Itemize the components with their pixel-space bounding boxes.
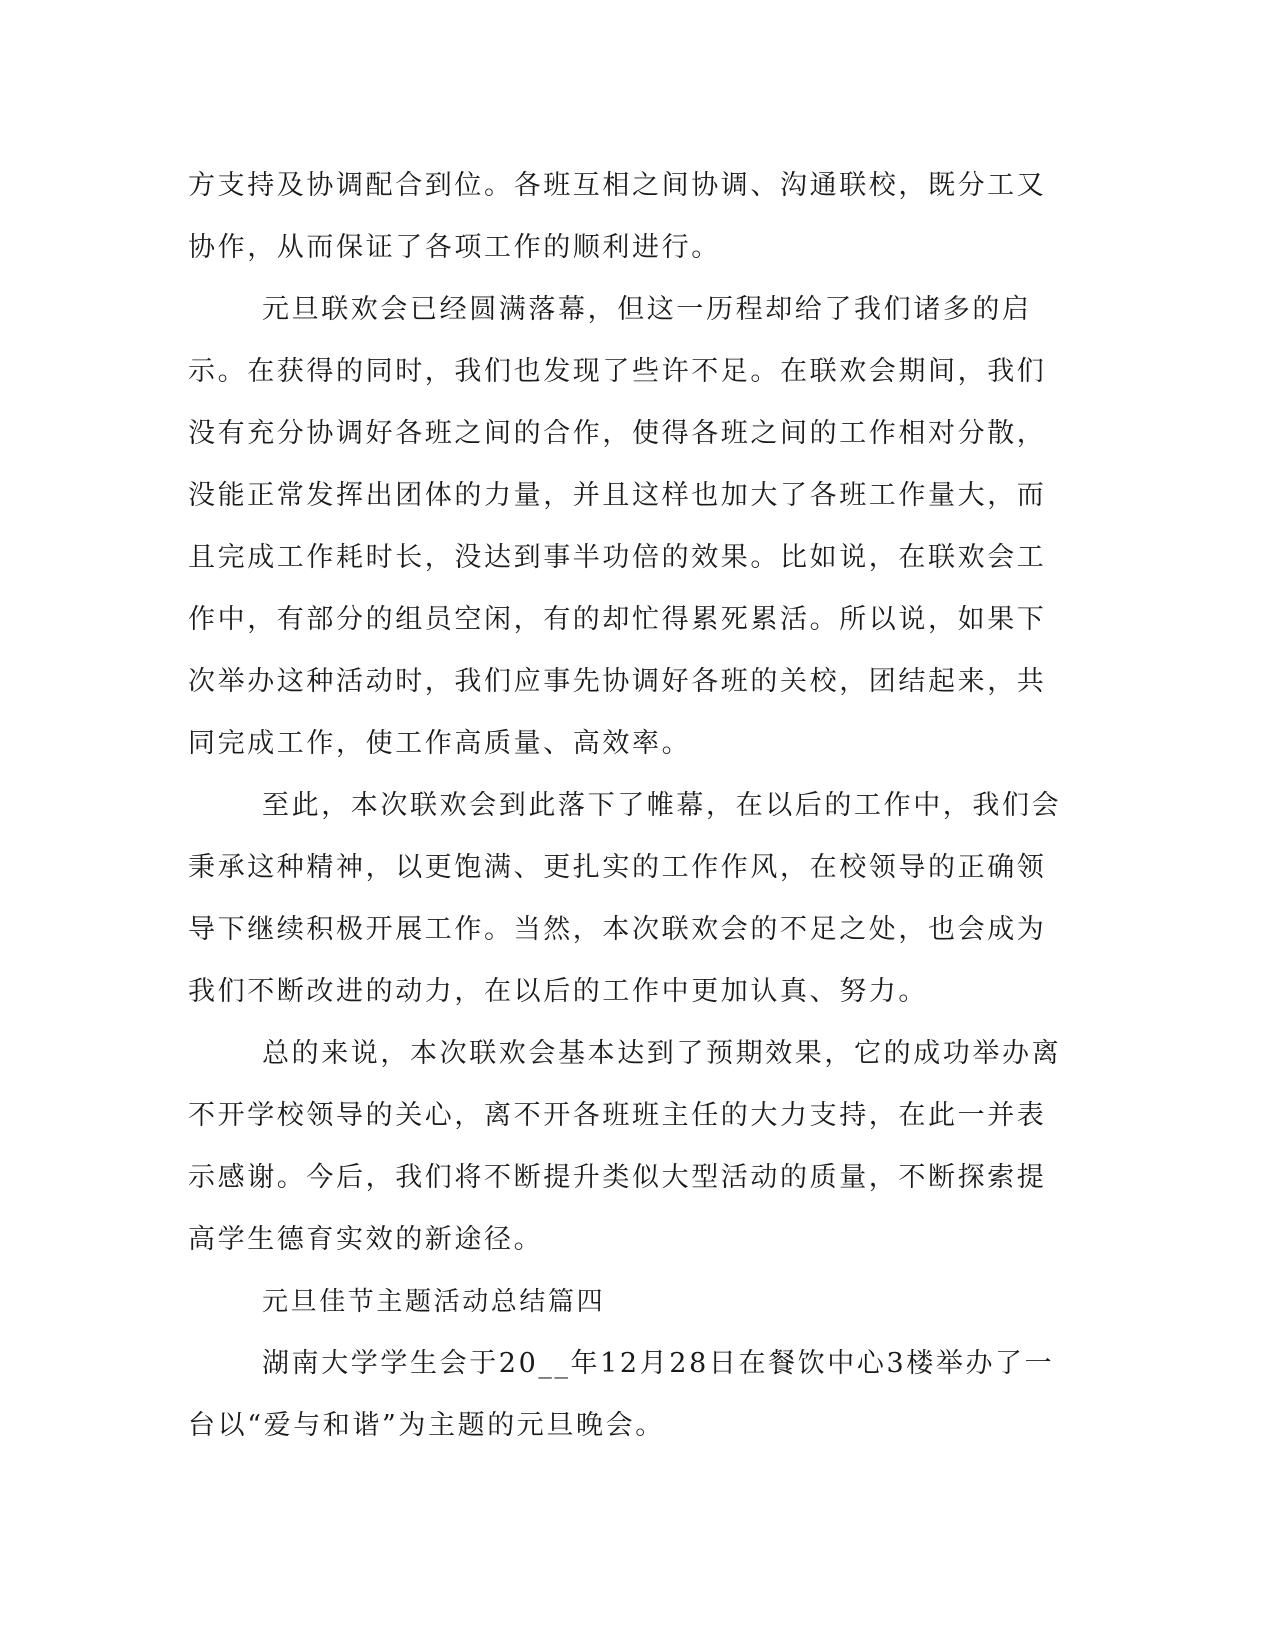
section-heading: 元旦佳节主题活动总结篇四 — [262, 1287, 606, 1317]
paragraph-summary: 总的来说，本次联欢会基本达到了预期效果，它的成功举办离不开学校领导的关心，离不开各班班主任的大力支持，在此一并表示感谢。今后，我们将不断提升类似大型活动的质量，不断探索提高学生德育实效的新途径。 — [188, 1038, 1062, 1255]
paragraph-continuation: 方支持及协调配合到位。各班互相之间协调、沟通联校，既分工又协作，从而保证了各项工作的顺利进行。 — [188, 170, 1047, 263]
paragraph-closing: 至此，本次联欢会到此落下了帷幕，在以后的工作中，我们会秉承这种精神，以更饱满、更扎实的工作作风，在校领导的正确领导下继续积极开展工作。当然，本次联欢会的不足之处，也会成为我们不断改进的动力，在以后的工作中更加认真、努力。 — [188, 790, 1062, 1007]
document-body — [188, 155, 1068, 1457]
paragraph-event-intro: 湖南大学学生会于20__年12月28日在餐饮中心3楼举办了一台以“爱与和谐”为主题的元旦晚会。 — [188, 1348, 1055, 1441]
paragraph-reflection: 元旦联欢会已经圆满落幕，但这一历程却给了我们诸多的启示。在获得的同时，我们也发现了些许不足。在联欢会期间，我们没有充分协调好各班之间的合作，使得各班之间的工作相对分散，没能正常发挥出团体的力量，并且这样也加大了各班工作量大，而且完成工作耗时长，没达到事半功倍的效果。比如说，在联欢会工作中，有部分的组员空闲，有的却忙得累死累活。所以说，如果下次举办这种活动时，我们应事先协调好各班的关校，团结起来，共同完成工作，使工作高质量、高效率。 — [188, 294, 1047, 759]
